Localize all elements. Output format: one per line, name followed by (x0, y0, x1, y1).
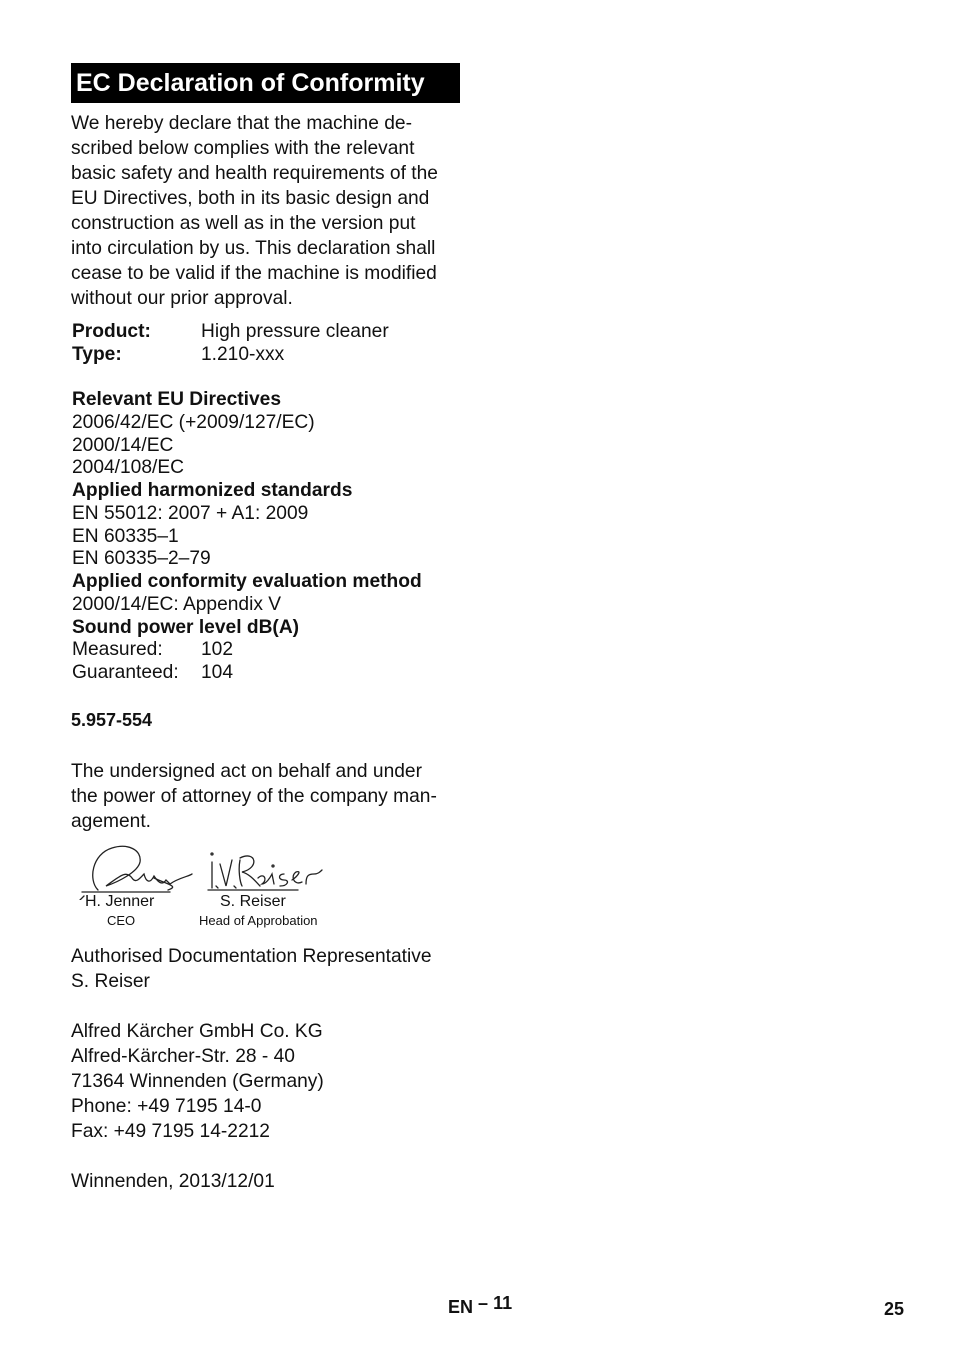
undersigned-line: the power of attorney of the company man- (71, 786, 437, 807)
directive-item: 2006/42/EC (+2009/127/EC) (72, 412, 315, 433)
guaranteed-label: Guaranteed: (72, 662, 179, 683)
standard-item: EN 60335–2–79 (72, 548, 211, 569)
directives-title: Relevant EU Directives (72, 389, 282, 410)
representative-line: Authorised Documentation Representative (71, 946, 432, 967)
intro-line: basic safety and health requirements of the (71, 163, 438, 184)
intro-line: without our prior approval. (71, 288, 293, 309)
place-date-line: Winnenden, 2013/12/01 (71, 1171, 275, 1192)
directive-item: 2004/108/EC (72, 457, 185, 478)
address-line: Fax: +49 7195 14-2212 (71, 1121, 270, 1142)
handwritten-signatures (70, 840, 350, 900)
address-line: Phone: +49 7195 14-0 (71, 1096, 262, 1117)
product-label: Product: (72, 321, 151, 342)
footer-lang-code: EN (448, 1297, 474, 1317)
intro-line: into circulation by us. This declaration shall (71, 238, 436, 259)
footer-dash: – (478, 1293, 489, 1313)
intro-line: scribed below complies with the relevant (71, 138, 415, 159)
undersigned-paragraph (71, 759, 437, 834)
sound-title: Sound power level dB(A) (72, 617, 300, 638)
page-number: 25 (884, 1299, 905, 1319)
intro-line: construction as well as in the version put (71, 213, 416, 234)
address-line: Alfred-Kärcher-Str. 28 - 40 (71, 1046, 295, 1067)
page-title: EC Declaration of Conformity (71, 63, 460, 103)
undersigned-line: The undersigned act on behalf and under (71, 761, 422, 782)
declaration-intro (71, 111, 463, 311)
sound-measured-row (72, 638, 233, 661)
signatory-name: H. Jenner (85, 893, 155, 910)
document-code: 5.957-554 (71, 710, 153, 730)
address-block (71, 1019, 324, 1144)
signatory-name: S. Reiser (220, 893, 286, 910)
evaluation-title: Applied conformity evaluation method (72, 571, 422, 592)
intro-line: EU Directives, both in its basic design and (71, 188, 430, 209)
measured-value: 102 (201, 639, 234, 660)
footer-language (448, 1293, 513, 1318)
place-date (71, 1169, 275, 1194)
address-line: Alfred Kärcher GmbH Co. KG (71, 1021, 323, 1042)
product-row (72, 320, 389, 343)
representative-block (71, 944, 432, 994)
signatory-role: Head of Approbation (199, 913, 318, 928)
intro-line: We hereby declare that the machine de- (71, 113, 412, 134)
guaranteed-value: 104 (201, 662, 234, 683)
signatory-role: CEO (107, 913, 136, 928)
type-label: Type: (72, 344, 122, 365)
signature-block (70, 840, 350, 935)
undersigned-line: agement. (71, 811, 152, 832)
footer-section-page: 11 (493, 1293, 513, 1313)
intro-line: cease to be valid if the machine is modified (71, 263, 437, 284)
representative-line: S. Reiser (71, 971, 150, 992)
directive-item: 2000/14/EC (72, 435, 174, 456)
standard-item: EN 60335–1 (72, 526, 179, 547)
standard-item: EN 55012: 2007 + A1: 2009 (72, 503, 309, 524)
product-value: High pressure cleaner (201, 321, 389, 342)
measured-label: Measured: (72, 639, 163, 660)
evaluation-item: 2000/14/EC: Appendix V (72, 594, 282, 615)
type-value: 1.210-xxx (201, 344, 285, 365)
address-line: 71364 Winnenden (Germany) (71, 1071, 324, 1092)
standards-title: Applied harmonized standards (72, 480, 353, 501)
type-row (72, 343, 284, 366)
sound-guaranteed-row (72, 661, 233, 684)
